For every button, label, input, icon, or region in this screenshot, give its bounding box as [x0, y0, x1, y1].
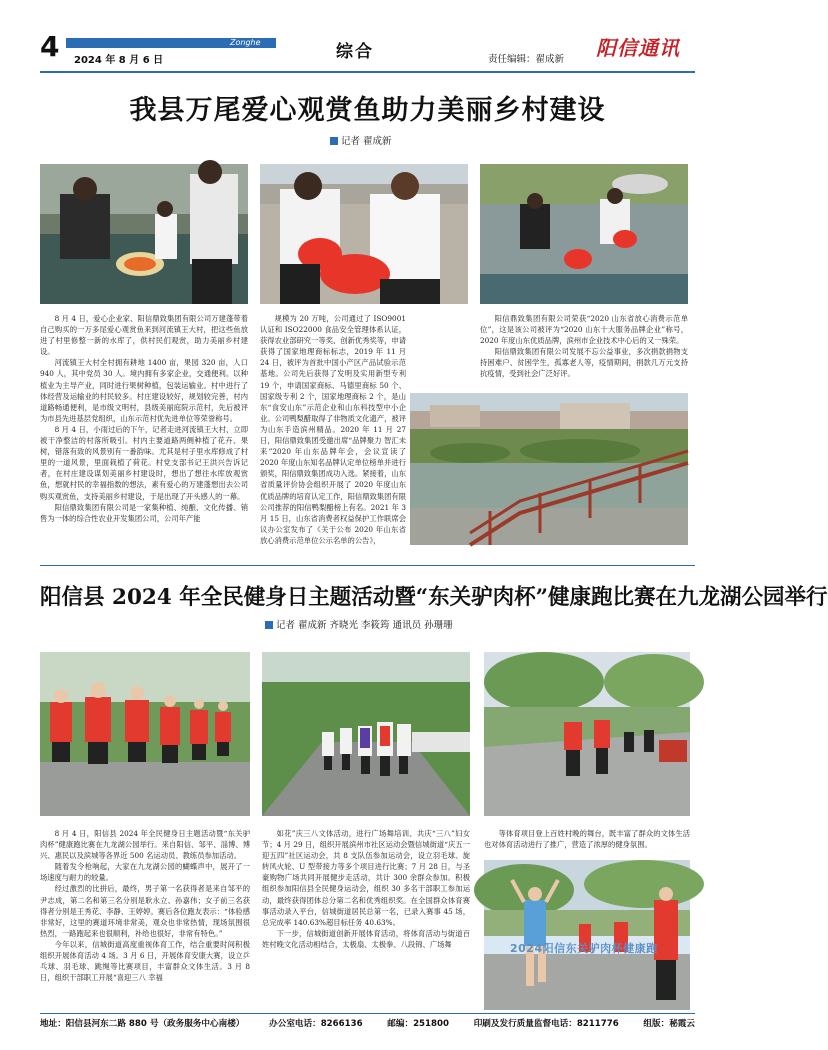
- article1-column-1: [40, 313, 248, 560]
- photo-fish-release-3: [480, 164, 688, 304]
- footer-layout-editor: 组版：秘霞云: [643, 1019, 695, 1029]
- page-header: [40, 30, 695, 70]
- photo-fish-release-1: [40, 164, 248, 304]
- article1-column-2: [260, 313, 406, 560]
- photo-run-3: [484, 652, 690, 816]
- footer-rule: [40, 1013, 695, 1014]
- article2-byline: [265, 620, 453, 632]
- article1-paragraph: 阳信鼎致集团有限公司是一家集种植、纯酿、文化传播、销售为一体的综合性农业开发集团公司，公司年产能: [40, 502, 248, 523]
- article2-column-1: [40, 828, 250, 1008]
- article2-paragraph: 随着发令枪响起，大家在九龙湖公园的蝴蝶声中，展开了一场速度与耐力的较量。: [40, 862, 250, 883]
- byline-square-icon: [330, 137, 338, 145]
- article1-byline: [330, 136, 392, 148]
- article2-title: 阳信县 2024 年全民健身日主题活动暨“东关驴肉杯”健康跑比赛在九龙湖公园举行: [40, 585, 828, 610]
- photo-run-2: [262, 652, 470, 816]
- article2-byline-text: 记者 翟成新 齐晓光 李筱筠 通讯员 孙珊珊: [276, 620, 453, 631]
- article1-paragraph: 8 月 4 日，小雨过后的下午，记者走进河流镇王大村，立即被干净整洁的村落所吸引。村内主要道路两侧种植了花卉、果树，错落有致的风景别有一番韵味。尤其是村子里水库修成了村里的一道风景，里面栽植了荷花。村党支部书记王洪兴告诉记者，在村庄建设谋划美丽乡村建设时，想出了想往水库放观赏鱼，想就村民的幸福指数的想法，素有爱心的万建蓬想出去公司购买观赏鱼，支持美丽乡村建设，于是出现了开头感人的一幕。: [40, 424, 248, 501]
- newspaper-logo: 阳信通讯: [596, 36, 680, 60]
- section-english: Zonghe: [230, 38, 261, 47]
- article2-paragraph: 如花”庆三八文体活动，进行广场舞培训、共庆“三八”妇女节；4 月 29 日，组织开展滨州市社区运动会暨信城街道“庆五一 迎五四”社区运动会，共 8 支队伍参加运动会，设立羽毛球、旋转风火轮、U 型带接力等多个项目进行比赛；7 月 28 日，与圣豪购物广场共同开展健步走活动，共计 300 余群众参加。积极组织参加阳信县全民健身运动会，组织 30 多名干部职工参加运动，最终获得团体总分第二名和优秀组织奖。在全国群众体育赛事活动录入平台，信城街道居民总第一名，已录入赛事 45 场，总完成率 140.63%超目标任务 40.63%。: [262, 829, 470, 927]
- section-title: 综合: [336, 42, 374, 62]
- article1-paragraph: 河流镇王大村全村拥有耕地 1400 亩，果园 320 亩，人口 940 人，其中党员 30 人。境内拥有多家企业，交通便利。以种植业为主导产业，同时进行果树种植，包装运输业。村中进行了体经营及运输业的村民较多。村庄建设较好，规划较完善，村内道路畅通便利，是市级文明村，县级美丽庭院示范村，先后被评为市县先进基层党组织，山东示范村优先进单位等荣誉称号。: [40, 358, 248, 423]
- article2-paragraph: 8 月 4 日，阳信县 2024 年全民健身日主题活动暨“东关驴肉杯”健康跑比赛在九龙湖公园举行。来自阳信、邹平、淄博、博兴、惠民以及滨城等各界近 500 名运动员、教练员参加活动。: [40, 829, 250, 861]
- article2-paragraph: 今年以来，信城街道高度重视体育工作，结合重要时间积极组织开展体育活动 4 场。3 月 6 日，开展体育安康大赛，设立乒乓球、羽毛球、跳绳等比赛项目，丰富群众文体生活。3 月 8 日，组织干部职工开展“喜迎三八 幸福: [40, 939, 250, 983]
- article1-paragraph: 8 月 4 日，爱心企业家、阳信鼎致集团有限公司万建蓬带着自己购买的一万多尾爱心观赏鱼来到河流镇王大村，把这些鱼放进了村里修整一新的水库了，供村民们观赏，助力美丽乡村建设。: [40, 314, 248, 357]
- photo-run-1: [40, 652, 250, 816]
- article2-paragraph: 经过激烈的比拼后，最终，男子第一名获得者是来自邹平的尹志成，第二名和第三名分别是耿永立、孙嘉伟；女子前三名获得者分别是王秀花、李静、王婷婷。赛后各位跑友表示：“体验感非常好，这里的赛道环境非常美，观众也非常热情，现场氛围很热烈，一路跑起来也很顺利，补给也很好，非常有特色。”: [40, 884, 250, 938]
- photo-finish-line: [484, 860, 690, 1010]
- article1-column-3: [480, 313, 688, 388]
- article2-column-3: [484, 828, 690, 856]
- article1-paragraph: 阳信鼎致集团有限公司荣获“2020 山东省放心消费示范单位”，这是该公司被评为“2020 山东十大服务品牌企业”称号，2020 年度山东优质品牌，滨州市企业技术中心后的又一殊荣。: [480, 314, 688, 346]
- article1-paragraph: 规模为 20 万吨，公司通过了 ISO9001 认证和 ISO22000 食品安全管理体系认证，获得农业部研究一等奖、创新优秀奖等，申请获得了国家地理商标标志，2019 年 11 月 24 日，被评为首批中国小产区产品试验示范基地。公司先后获得了发明及实用新型专利 19 个，申请国家商标、马德里商标 50 个、国家级专利 2 个，国家地理商标 2 个，是山东“食安山东”示范企业和山东科技型中小企业。公司鸭梨醋取得了非物质文化遗产，被评为山东手造滨州精品。2020 年 11 月 27 日，阳信鼎致集团受邀出席“品牌聚力 智汇未来”2020 年山东品牌年会，会议宣读了 2020 年度山东知名品牌认定单位榜单并进行颁奖，阳信鼎致集团成功入选。紧接着，山东省质量评价协会组织开展了 2020 年度山东优质品牌的培育认定工作，阳信鼎致集团有限公司推荐的阳信鸭梨醋榜上有名。2021 年 3 月 15 日，山东省消费者权益保护工作联席会议办公室发布了《关于公布 2020 年山东省放心消费示范单位公示名单的公告》，: [260, 314, 406, 545]
- footer-office-phone: 办公室电话：8266136: [269, 1019, 363, 1029]
- byline-square-icon: [265, 621, 273, 629]
- header-rule: [40, 71, 695, 73]
- issue-date: 2024 年 8 月 6 日: [74, 55, 164, 66]
- footer-print-phone: 印刷及发行质量监督电话：8211776: [473, 1019, 619, 1029]
- responsible-editor: 责任编辑：翟成新: [488, 54, 565, 65]
- footer-address: 地址：阳信县河东二路 880 号（政务服务中心南楼）: [40, 1019, 245, 1029]
- page-footer: [40, 1016, 695, 1032]
- footer-postcode: 邮编：251800: [387, 1019, 449, 1029]
- article2-paragraph: 等体育项目登上百姓村晚的舞台，既丰富了群众的文体生活也对体育活动进行了推广，营造了浓厚的健身氛围。: [484, 829, 690, 850]
- article-divider: [40, 565, 695, 566]
- photo-fish-release-2: [260, 164, 468, 304]
- article1-byline-text: 记者 翟成新: [341, 136, 392, 147]
- article1-paragraph: 阳信鼎致集团有限公司发展不忘公益事业，多次捐款捐物支持困难户、贫困学生，孤寡老人等，疫情期间，捐款几万元支持抗疫情，受到社会广泛好评。: [480, 347, 688, 379]
- article1-title: 我县万尾爱心观赏鱼助力美丽乡村建设: [129, 95, 606, 126]
- page-number: 4: [40, 30, 60, 63]
- finish-banner-text: 2024阳信东关驴肉杯健康跑: [510, 942, 658, 955]
- article2-paragraph: 下一步，信城街道创新开展体育活动，将体育活动与街道百姓村晚文化活动相结合，太极扇、太极拳、八段锦、广场舞: [262, 928, 470, 949]
- photo-village-reservoir: [410, 393, 688, 545]
- article2-column-2: [262, 828, 470, 1008]
